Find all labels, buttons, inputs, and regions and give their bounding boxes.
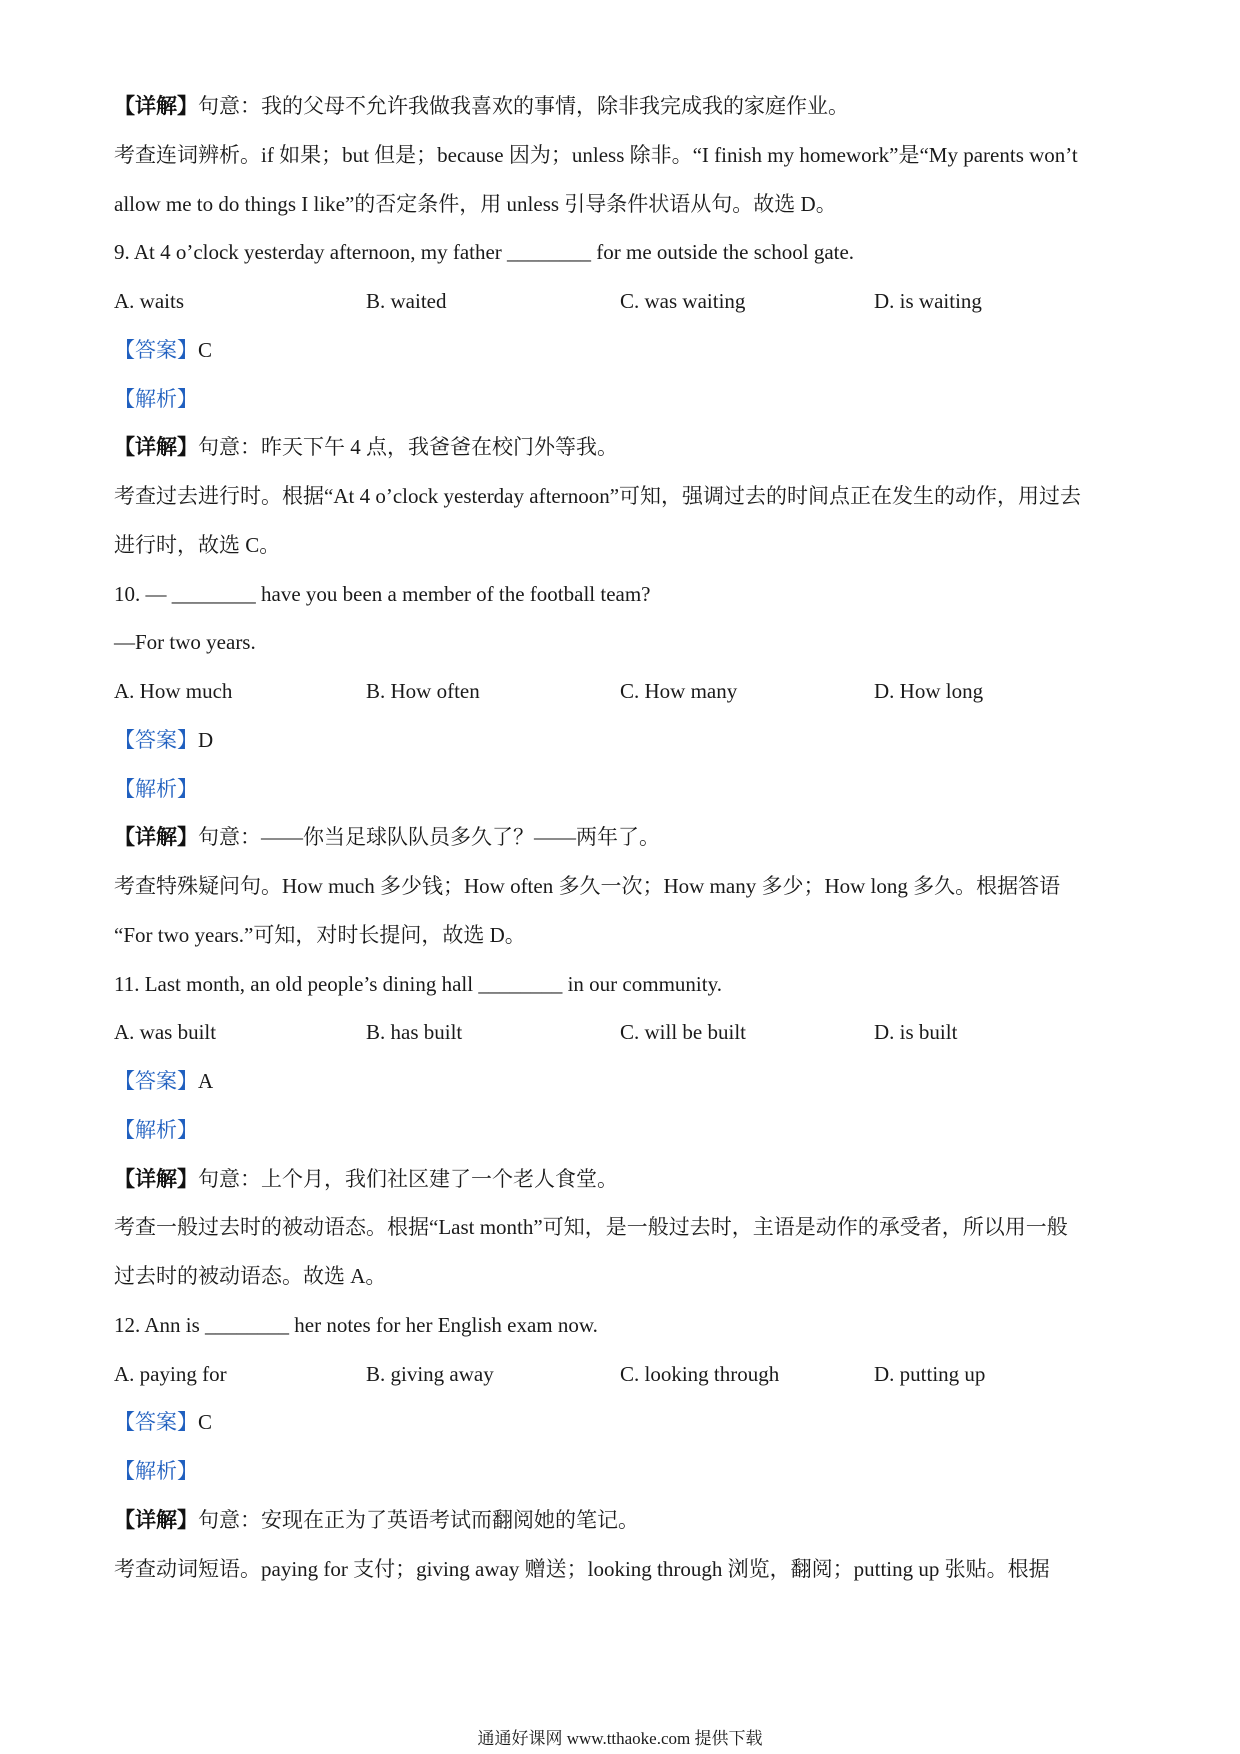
answer-text: D: [198, 727, 214, 752]
detail-tag: 【详解】: [114, 94, 198, 118]
detail-tag: 【详解】: [114, 825, 198, 850]
detail-text: 句意：昨天下午 4 点，我爸爸在校门外等我。: [198, 435, 618, 460]
answer-option: A. was built: [114, 1020, 217, 1045]
answer-line: [114, 1066, 1134, 1096]
text-line: 11. Last month, an old people’s dining hall ________ in our community.: [114, 971, 722, 996]
text-line: 考查过去进行时。根据“At 4 o’clock yesterday afternoon”可知，强调过去的时间点正在发生的动作，用过去: [114, 484, 1082, 508]
answer-option: B. has built: [366, 1020, 463, 1045]
detail-line: [114, 91, 1134, 121]
answer-option: B. waited: [366, 289, 447, 313]
text-line: 9. At 4 o’clock yesterday afternoon, my father ________ for me outside the school gate.: [114, 240, 855, 265]
text-line: 考查特殊疑问句。How much 多少钱；How often 多久一次；How many 多少；How long 多久。根据答语: [114, 874, 1061, 898]
text-line: 考查连词辨析。if 如果；but 但是；because 因为；unless 除非。“I finish my homework”是“My parents won’t: [114, 142, 1078, 167]
analysis-line: [114, 774, 1134, 804]
answer-text: C: [198, 1410, 213, 1435]
answer-line: [114, 725, 1134, 755]
analysis-line: [114, 1115, 1134, 1145]
answer-tag: 【答案】: [114, 1069, 198, 1093]
answer-option: C. looking through: [620, 1361, 780, 1386]
answer-line: [114, 1407, 1134, 1437]
answer-option: C. will be built: [620, 1020, 746, 1045]
analysis-tag: 【解析】: [114, 386, 198, 411]
analysis-line: [114, 384, 1134, 414]
answer-option: B. giving away: [366, 1361, 494, 1386]
text-line: 进行时，故选 C。: [114, 532, 281, 557]
text-line: 考查一般过去时的被动语态。根据“Last month”可知，是一般过去时，主语是动作的承受者，所以用一般: [114, 1215, 1068, 1240]
page-footer: 通通好课网 www.tthaoke.com 提供下载: [477, 1729, 763, 1748]
detail-tag: 【详解】: [114, 435, 198, 460]
answer-text: C: [198, 337, 213, 362]
detail-line: [114, 822, 1134, 852]
answer-tag: 【答案】: [114, 727, 198, 752]
detail-tag: 【详解】: [114, 1166, 198, 1191]
detail-line: [114, 1505, 1134, 1535]
detail-line: [114, 1164, 1134, 1194]
analysis-tag: 【解析】: [114, 1459, 198, 1483]
text-line: —For two years.: [114, 630, 256, 655]
answer-line: [114, 335, 1134, 365]
answer-option: D. is built: [874, 1020, 958, 1045]
text-line: 过去时的被动语态。故选 A。: [114, 1264, 387, 1288]
answer-option: D. putting up: [874, 1361, 986, 1386]
analysis-tag: 【解析】: [114, 776, 198, 801]
answer-option: B. How often: [366, 679, 480, 703]
text-line: “For two years.”可知，对时长提问，故选 D。: [114, 922, 526, 947]
detail-text: 句意：安现在正为了英语考试而翻阅她的笔记。: [198, 1507, 639, 1532]
detail-text: 句意：我的父母不允许我做我喜欢的事情，除非我完成我的家庭作业。: [198, 94, 849, 118]
answer-option: D. is waiting: [874, 289, 982, 313]
text-line: 考查动词短语。paying for 支付；giving away 赠送；looking through 浏览，翻阅；putting up 张贴。根据: [114, 1556, 1050, 1581]
answer-option: A. waits: [114, 289, 184, 313]
text-line: 12. Ann is ________ her notes for her English exam now.: [114, 1312, 598, 1337]
detail-line: [114, 432, 1134, 462]
answer-option: C. was waiting: [620, 289, 746, 313]
analysis-line: [114, 1456, 1134, 1486]
detail-text: 句意：——你当足球队队员多久了？——两年了。: [198, 825, 660, 850]
answer-option: D. How long: [874, 679, 984, 703]
detail-text: 句意：上个月，我们社区建了一个老人食堂。: [198, 1166, 618, 1191]
answer-tag: 【答案】: [114, 337, 198, 362]
answer-option: A. How much: [114, 679, 233, 703]
answer-tag: 【答案】: [114, 1410, 198, 1435]
analysis-tag: 【解析】: [114, 1117, 198, 1142]
text-line: 10. — ________ have you been a member of the football team?: [114, 581, 651, 606]
answer-text: A: [198, 1069, 214, 1093]
text-line: allow me to do things I like”的否定条件，用 unless 引导条件状语从句。故选 D。: [114, 191, 837, 216]
answer-option: C. How many: [620, 679, 738, 703]
detail-tag: 【详解】: [114, 1507, 198, 1532]
answer-option: A. paying for: [114, 1361, 227, 1386]
